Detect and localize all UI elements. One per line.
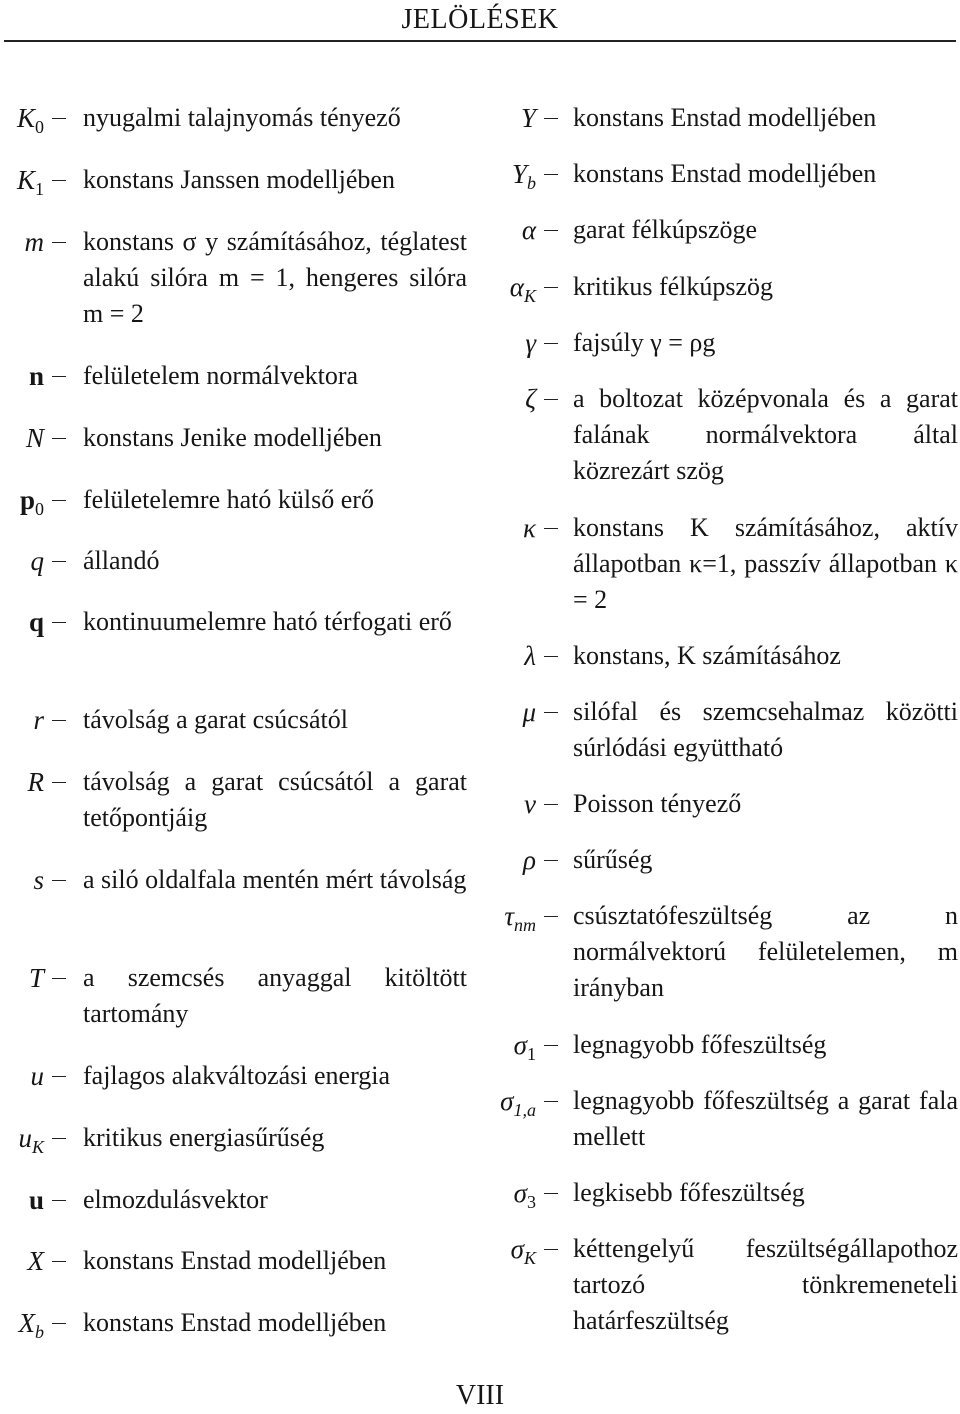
notation-symbol: ν [524, 789, 536, 819]
notation-description: csúsztatófeszültség az n normálvektorú felületelemen, m irányban [573, 901, 958, 1002]
dash-separator [544, 656, 558, 657]
notation-description: távolság a garat csúcsától [83, 705, 348, 734]
notation-description: kéttengelyű feszültségállapothoz tartozó tönkremeneteli határfeszültség [573, 1234, 958, 1335]
notation-symbol: $\sigma_{1,a}$ [500, 1086, 536, 1120]
dash-separator [544, 287, 558, 288]
notation-description: sűrűség [573, 845, 653, 874]
notation-symbol: u [28, 1185, 44, 1215]
dash-separator [544, 1249, 558, 1250]
notation-symbol: ζ [525, 384, 536, 414]
notation-description: legkisebb főfeszültség [573, 1178, 805, 1207]
notation-symbol: $\sigma_3$ [513, 1178, 536, 1212]
notation-description: kritikus energiasűrűség [83, 1123, 325, 1152]
notation-description: Poisson tényező [573, 789, 742, 818]
dash-separator [544, 1193, 558, 1194]
notation-symbol: r [33, 705, 44, 735]
dash-separator [544, 174, 558, 175]
notation-symbol: N [25, 423, 44, 453]
notation-description: felületelemre ható külső erő [83, 485, 374, 514]
notation-symbol: T [28, 963, 44, 993]
notation-symbol: $p_0$ [19, 485, 44, 519]
dash-separator [544, 230, 558, 231]
notation-description: távolság a garat csúcsától a garat tetőpontjáig [83, 767, 467, 832]
dash-separator [544, 916, 558, 917]
notation-symbol: n [28, 361, 44, 391]
notation-symbol: $X_b$ [18, 1308, 44, 1342]
dash-separator [544, 399, 558, 400]
notation-symbol: $K_0$ [16, 103, 44, 137]
dash-separator [544, 528, 558, 529]
dash-separator [52, 438, 66, 439]
dash-separator [52, 880, 66, 881]
dash-separator [544, 712, 558, 713]
notation-symbol: s [33, 865, 44, 895]
notation-description: konstans Janssen modelljében [83, 165, 395, 194]
dash-separator [52, 622, 66, 623]
notation-symbol: Y [520, 103, 536, 133]
notation-symbol: X [27, 1246, 44, 1276]
notation-description: garat félkúpszöge [573, 215, 758, 244]
notation-symbol: α [521, 215, 536, 245]
dash-separator [52, 720, 66, 721]
dash-separator [52, 1138, 66, 1139]
notation-symbol: λ [524, 641, 536, 671]
notation-description: konstans K számításához, aktív állapotban κ=1, passzív állapotban κ = 2 [573, 513, 958, 614]
notation-symbol: ρ [523, 845, 536, 875]
notation-description: a boltozat középvonala és a garat falának normálvektora által közrezárt szög [573, 384, 958, 485]
notation-symbol: q [30, 546, 44, 576]
dash-separator [52, 1323, 66, 1324]
notation-symbol: m [24, 227, 44, 257]
notation-symbol: q [28, 607, 44, 637]
dash-separator [544, 860, 558, 861]
notation-symbol: $u_K$ [18, 1123, 44, 1157]
notation-description: kritikus félkúpszög [573, 272, 774, 301]
notation-symbol: $\sigma_1$ [513, 1030, 536, 1064]
notation-symbol: $\alpha_K$ [509, 272, 536, 306]
dash-separator [52, 561, 66, 562]
notation-description: konstans Enstad modelljében [573, 159, 877, 188]
notation-description: a siló oldalfala mentén mért távolság [83, 865, 467, 894]
notation-symbol: R [27, 767, 44, 797]
notation-description: konstans, K számításához [573, 641, 841, 670]
notation-symbol: u [30, 1061, 44, 1091]
notation-symbol: κ [523, 513, 536, 543]
notation-description: kontinuumelemre ható térfogati erő [83, 607, 452, 636]
dash-separator [52, 500, 66, 501]
notation-description: silófal és szemcsehalmaz közötti súrlódási együttható [573, 697, 958, 762]
notation-symbol: $\tau_{nm}$ [504, 901, 536, 935]
notation-description: fajsúly γ = ρg [573, 328, 716, 357]
notation-description: legnagyobb főfeszültség [573, 1030, 827, 1059]
notation-description: a szemcsés anyaggal kitöltött tartomány [83, 963, 467, 1028]
notation-description: felületelem normálvektora [83, 361, 359, 390]
dash-separator [544, 1045, 558, 1046]
notation-symbol: $\sigma_K$ [510, 1234, 536, 1268]
dash-separator [52, 376, 66, 377]
notation-description: állandó [83, 546, 160, 575]
notation-description: konstans Enstad modelljében [83, 1246, 387, 1275]
dash-separator [52, 118, 66, 119]
dash-separator [52, 978, 66, 979]
dash-separator [544, 343, 558, 344]
notation-description: elmozdulásvektor [83, 1185, 268, 1214]
notation-description: fajlagos alakváltozási energia [83, 1061, 391, 1090]
dash-separator [52, 1076, 66, 1077]
dash-separator [52, 782, 66, 783]
notation-description: konstans Jenike modelljében [83, 423, 382, 452]
dash-separator [52, 1200, 66, 1201]
notation-description: konstans σ y számításához, téglatest alakú silóra m = 1, hengeres silóra m = 2 [83, 227, 467, 328]
dash-separator [544, 804, 558, 805]
dash-separator [52, 180, 66, 181]
dash-separator [52, 242, 66, 243]
notation-description: konstans Enstad modelljében [83, 1308, 387, 1337]
notation-symbol: $K_1$ [16, 165, 44, 199]
notation-symbol: γ [525, 328, 536, 358]
dash-separator [544, 1101, 558, 1102]
page-number: VIII [455, 1380, 505, 1411]
notation-description: konstans Enstad modelljében [573, 103, 877, 132]
notation-symbol: $Y_b$ [511, 159, 536, 193]
header-rule [4, 40, 956, 42]
page-title: JELÖLÉSEK [401, 4, 559, 35]
dash-separator [544, 118, 558, 119]
notation-symbol: μ [522, 697, 536, 727]
dash-separator [52, 1261, 66, 1262]
notation-description: nyugalmi talajnyomás tényező [83, 103, 401, 132]
notation-description: legnagyobb főfeszültség a garat fala mellett [573, 1086, 958, 1151]
